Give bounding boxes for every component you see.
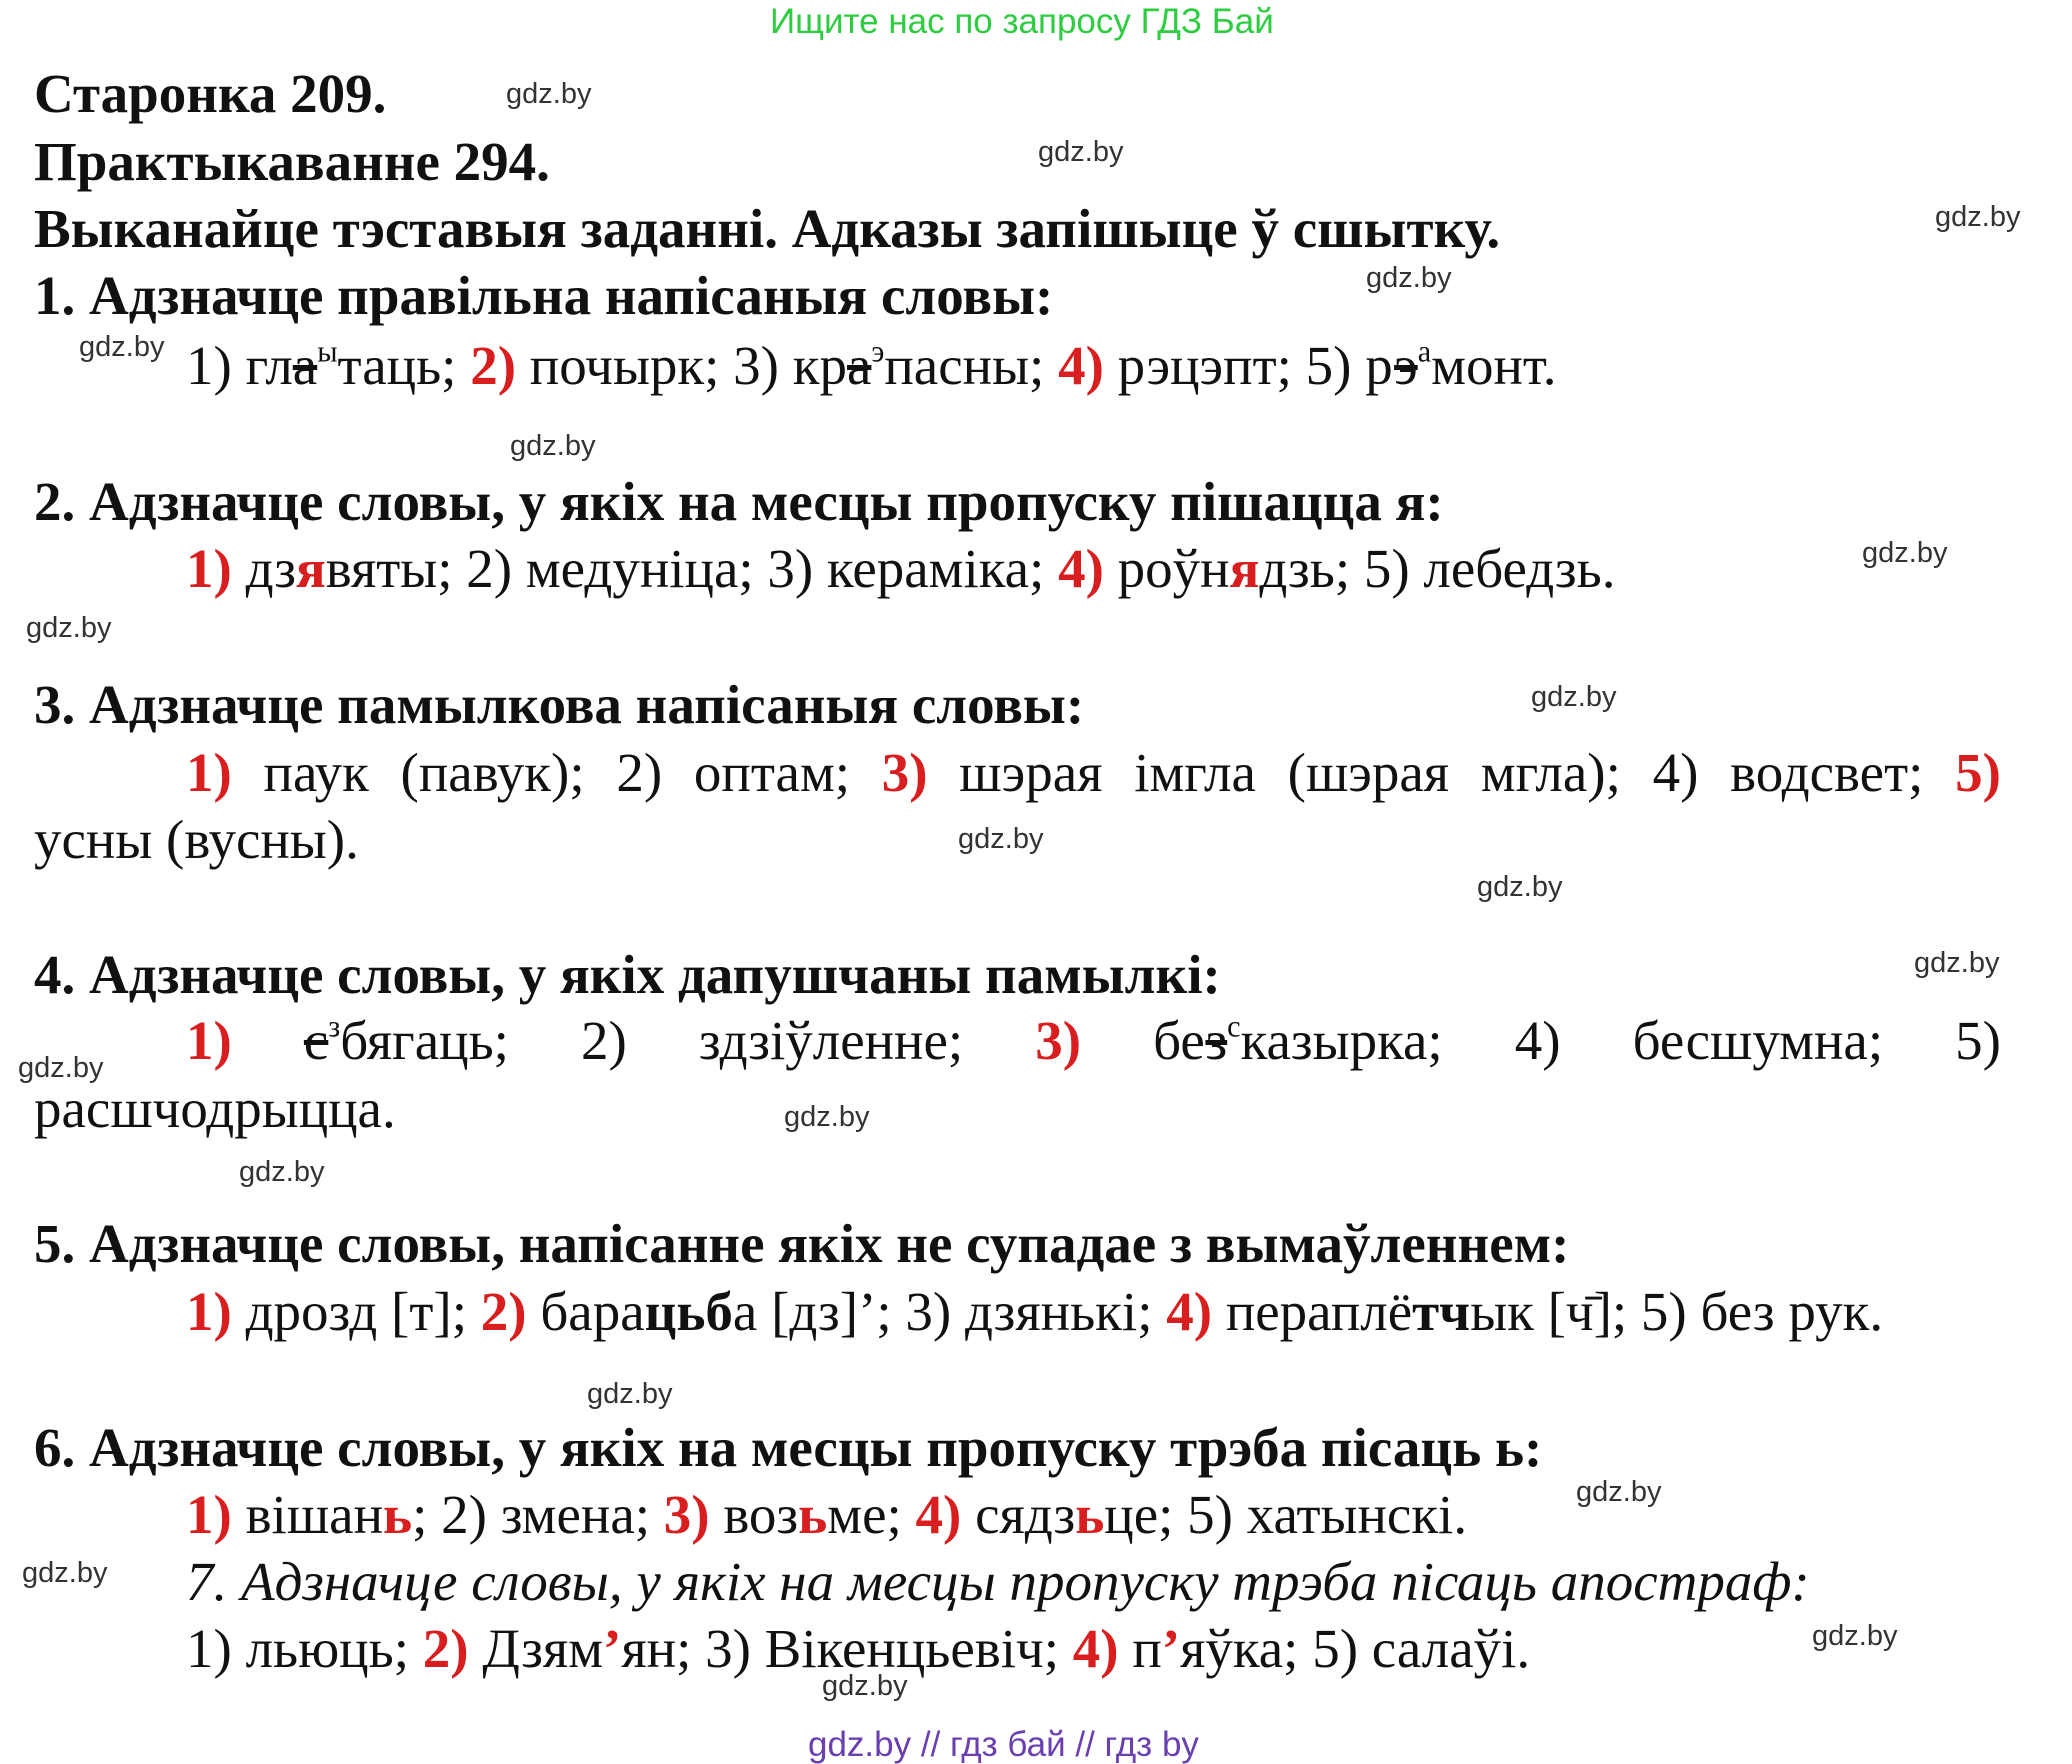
watermark: gdz.by bbox=[1914, 947, 2000, 979]
watermark: gdz.by bbox=[587, 1378, 673, 1410]
question-6-answers: 1) вішань; 2) змена; 3) возьме; 4) сядзьце; 5) хатынскі. bbox=[186, 1484, 1468, 1545]
watermark: gdz.by bbox=[784, 1101, 870, 1133]
watermark: gdz.by bbox=[1812, 1620, 1898, 1652]
footer-links: gdz.by // гдз бай // гдз by bbox=[808, 1725, 1199, 1764]
question-4-title: 4. Адзначце словы, у якіх дапушчаны памылкі: bbox=[34, 944, 1221, 1005]
question-7-answers: 1) льюць; 2) Дзям’ян; 3) Вікенцьевіч; 4) п’яўка; 5) салаўі. bbox=[186, 1618, 1531, 1679]
question-4-answers-line1: 1) $с^збягаць$; 2) здзіўленне; 3) без$^с$казырка; 4) бесшумна; 5) bbox=[186, 1009, 2001, 1071]
watermark: gdz.by bbox=[506, 78, 592, 110]
question-5-title: 5. Адзначце словы, напісанне якіх не супадае з вымаўленнем: bbox=[34, 1213, 1570, 1274]
watermark: gdz.by bbox=[1531, 681, 1617, 713]
watermark: gdz.by bbox=[958, 823, 1044, 855]
question-3-answers-line2: усны (вусны). bbox=[34, 809, 359, 870]
watermark: gdz.by bbox=[1477, 871, 1563, 903]
watermark: gdz.by bbox=[1576, 1476, 1662, 1508]
watermark: gdz.by bbox=[1935, 201, 2021, 233]
question-2-title: 2. Адзначце словы, у якіх на месцы пропуску пішацца я: bbox=[34, 471, 1444, 532]
question-7-title: 7. Адзначце словы, у якіх на месцы пропуску трэба пісаць апостраф: bbox=[186, 1551, 1810, 1612]
page-title: Старонка 209. bbox=[34, 63, 387, 124]
watermark: gdz.by bbox=[22, 1557, 108, 1589]
watermark: gdz.by bbox=[1862, 537, 1948, 569]
question-3-answers-line1: 1) паук (павук); 2) оптам; 3) шэрая імгла (шэрая мгла); 4) водсвет; 5) bbox=[186, 742, 2001, 803]
question-4-answers-line2: расшчодрыцца. bbox=[34, 1078, 396, 1139]
watermark: gdz.by bbox=[1038, 136, 1124, 168]
top-banner: Ищите нас по запросу ГДЗ Бай bbox=[770, 2, 1274, 41]
question-2-answers: 1) дзявяты; 2) медуніца; 3) кераміка; 4) роўнядзь; 5) лебедзь. bbox=[186, 538, 1616, 599]
question-1-title: 1. Адзначце правільна напісаныя словы: bbox=[34, 265, 1054, 326]
watermark: gdz.by bbox=[1366, 262, 1452, 294]
watermark: gdz.by bbox=[510, 430, 596, 462]
instruction: Выканайце тэставыя заданні. Адказы запішыце ў сшытку. bbox=[34, 198, 1501, 259]
question-3-title: 3. Адзначце памылкова напісаныя словы: bbox=[34, 674, 1085, 735]
watermark: gdz.by bbox=[822, 1670, 908, 1702]
question-5-answers: 1) дрозд [т]; 2) барацьба [дз]’; 3) дзянькі; 4) пераплётчык [ч̄]; 5) без рук. bbox=[186, 1281, 1884, 1342]
watermark: gdz.by bbox=[239, 1156, 325, 1188]
question-6-title: 6. Адзначце словы, у якіх на месцы пропуску трэба пісаць ь: bbox=[34, 1417, 1543, 1478]
question-1-answers: 1) гла$^ы$таць; 2) почырк; 3) кра$^э$пасны; 4) рэцэпт; 5) $рэ^амонт$. bbox=[186, 334, 1557, 396]
watermark: gdz.by bbox=[26, 612, 112, 644]
watermark: gdz.by bbox=[79, 331, 165, 363]
watermark: gdz.by bbox=[18, 1052, 104, 1084]
exercise-title: Практыкаванне 294. bbox=[34, 131, 550, 192]
